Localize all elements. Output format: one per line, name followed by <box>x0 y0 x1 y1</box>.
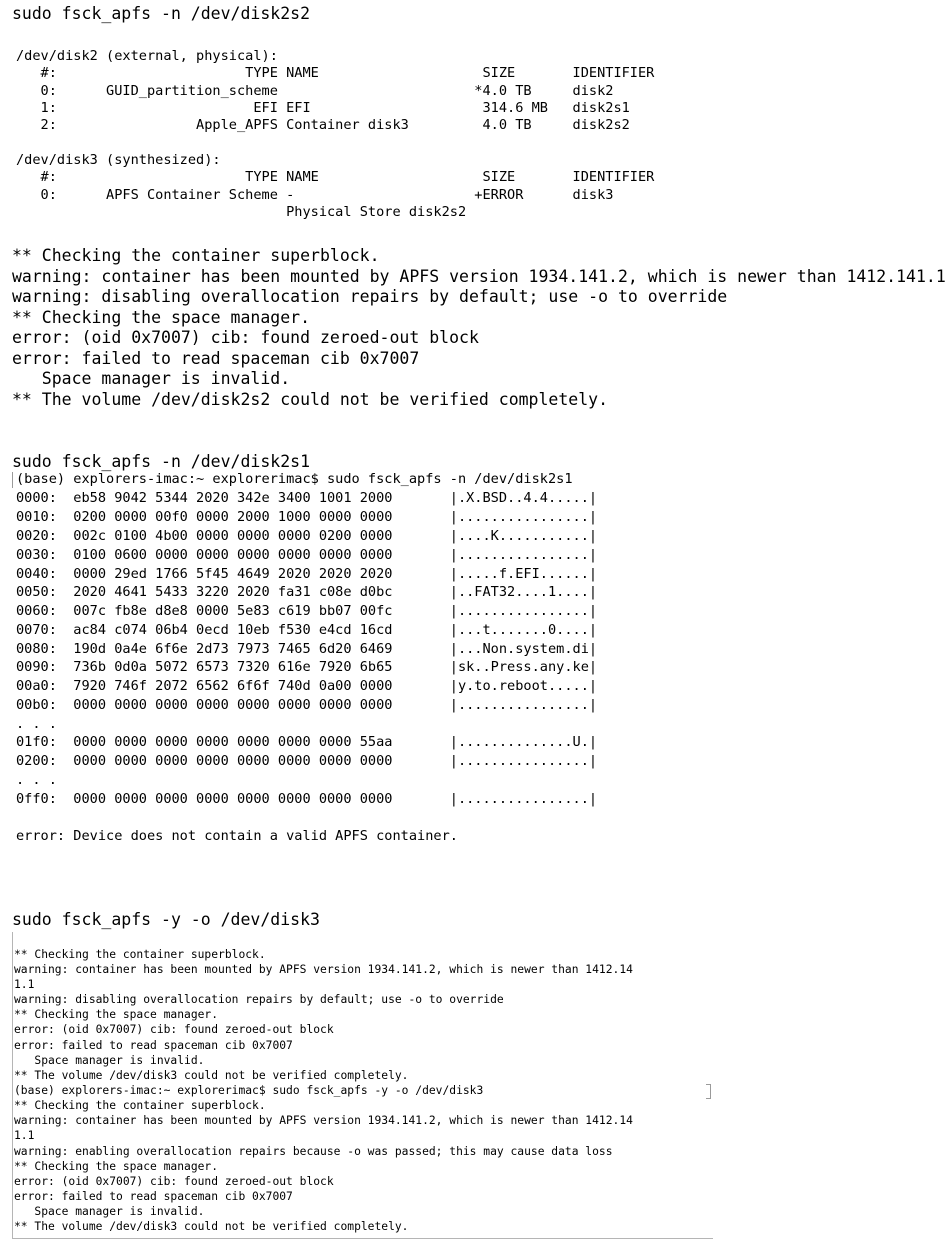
terminal-line: error: (oid 0x7007) cib: found zeroed-out block <box>14 1175 334 1188</box>
hexdump-line: 0080: 190d 0a4e 6f6e 2d73 7973 7465 6d20 6469 |...Non.system.di| <box>16 641 598 657</box>
hexdump-line: 0090: 736b 0d0a 5072 6573 7320 616e 7920 6b65 |sk..Press.any.ke| <box>16 659 598 675</box>
command-line-2: sudo fsck_apfs -n /dev/disk2s1 <box>12 452 311 471</box>
hexdump-line: 0030: 0100 0600 0000 0000 0000 0000 0000 0000 |................| <box>16 547 598 563</box>
output-line: error: (oid 0x7007) cib: found zeroed-out block <box>12 328 479 347</box>
disk3-row: Physical Store disk2s2 <box>16 204 467 220</box>
hexdump-line: 01f0: 0000 0000 0000 0000 0000 0000 0000 55aa |..............U.| <box>16 734 598 750</box>
hexdump-line: 0050: 2020 4641 5433 3220 2020 fa31 c08e d0bc |..FAT32....1....| <box>16 584 598 600</box>
terminal-line: Space manager is invalid. <box>14 1205 205 1218</box>
terminal-line: ** Checking the space manager. <box>14 1160 219 1173</box>
terminal-line: ** The volume /dev/disk3 could not be verified completely. <box>14 1220 409 1233</box>
disk3-row: 0: APFS Container Scheme - +ERROR disk3 <box>16 187 614 203</box>
output-line: Space manager is invalid. <box>12 369 291 388</box>
hexdump-ellipsis: . . . <box>16 772 57 788</box>
terminal-line: error: failed to read spaceman cib 0x7007 <box>14 1190 293 1203</box>
output-line: ** The volume /dev/disk2s2 could not be verified completely. <box>12 390 609 409</box>
hexdump-line: 0010: 0200 0000 00f0 0000 2000 1000 0000 0000 |................| <box>16 509 598 525</box>
hexdump-line: 0000: eb58 9042 5344 2020 342e 3400 1001 2000 |.X.BSD..4.4.....| <box>16 490 598 506</box>
terminal-line: 1.1 <box>14 978 35 991</box>
terminal-line: warning: container has been mounted by APFS version 1934.141.2, which is newer than 1412.14 <box>14 963 633 976</box>
scroll-indicator <box>706 1084 711 1099</box>
disk2-row: 2: Apple_APFS Container disk3 4.0 TB disk2s2 <box>16 117 630 133</box>
disk2-columns: #: TYPE NAME SIZE IDENTIFIER <box>16 65 655 81</box>
hexdump-line: 00b0: 0000 0000 0000 0000 0000 0000 0000 0000 |................| <box>16 697 598 713</box>
terminal-line: 1.1 <box>14 1129 35 1142</box>
terminal-line: ** Checking the space manager. <box>14 1008 219 1021</box>
disk2-row: 0: GUID_partition_scheme *4.0 TB disk2 <box>16 83 614 99</box>
terminal-line: error: failed to read spaceman cib 0x7007 <box>14 1039 293 1052</box>
prompt-line-2: (base) explorers-imac:~ explorerimac$ sudo fsck_apfs -n /dev/disk2s1 <box>16 471 573 487</box>
hexdump-line: 0020: 002c 0100 4b00 0000 0000 0000 0200 0000 |....K...........| <box>16 528 598 544</box>
output-line: ** Checking the space manager. <box>12 308 311 327</box>
terminal-line: ** Checking the container superblock. <box>14 948 266 961</box>
hexdump-line: 0ff0: 0000 0000 0000 0000 0000 0000 0000 0000 |................| <box>16 791 598 807</box>
output-line: warning: container has been mounted by APFS version 1934.141.2, which is newer than 1412.141.1 <box>12 267 946 286</box>
error-line: error: Device does not contain a valid APFS container. <box>16 828 458 844</box>
prompt-line-3: (base) explorers-imac:~ explorerimac$ sudo fsck_apfs -y -o /dev/disk3 <box>14 1084 484 1097</box>
terminal-line: ** Checking the container superblock. <box>14 1099 266 1112</box>
terminal-line: error: (oid 0x7007) cib: found zeroed-out block <box>14 1023 334 1036</box>
hexdump-ellipsis: . . . <box>16 716 57 732</box>
hexdump-line: 00a0: 7920 746f 2072 6562 6f6f 740d 0a00 0000 |y.to.reboot.....| <box>16 678 598 694</box>
disk2-row: 1: EFI EFI 314.6 MB disk2s1 <box>16 100 630 116</box>
hexdump-line: 0040: 0000 29ed 1766 5f45 4649 2020 2020 2020 |.....f.EFI......| <box>16 566 598 582</box>
terminal-line: warning: container has been mounted by APFS version 1934.141.2, which is newer than 1412.14 <box>14 1114 633 1127</box>
disk2-header: /dev/disk2 (external, physical): <box>16 48 278 64</box>
output-line: warning: disabling overallocation repairs by default; use -o to override <box>12 287 728 306</box>
disk3-columns: #: TYPE NAME SIZE IDENTIFIER <box>16 169 655 185</box>
screenshot-edge <box>12 472 13 488</box>
output-line: error: failed to read spaceman cib 0x7007 <box>12 349 420 368</box>
hexdump-line: 0200: 0000 0000 0000 0000 0000 0000 0000 0000 |................| <box>16 753 598 769</box>
command-line-1: sudo fsck_apfs -n /dev/disk2s2 <box>12 4 311 23</box>
hexdump-line: 0070: ac84 c074 06b4 0ecd 10eb f530 e4cd 16cd |...t.......0....| <box>16 622 598 638</box>
terminal-line: warning: disabling overallocation repairs by default; use -o to override <box>14 993 504 1006</box>
disk3-header: /dev/disk3 (synthesized): <box>16 152 221 168</box>
command-line-3: sudo fsck_apfs -y -o /dev/disk3 <box>12 910 320 929</box>
hexdump-line: 0060: 007c fb8e d8e8 0000 5e83 c619 bb07 00fc |................| <box>16 603 598 619</box>
terminal-line: Space manager is invalid. <box>14 1054 205 1067</box>
output-line: ** Checking the container superblock. <box>12 246 380 265</box>
terminal-line: warning: enabling overallocation repairs because -o was passed; this may cause data loss <box>14 1145 613 1158</box>
terminal-line: ** The volume /dev/disk3 could not be verified completely. <box>14 1069 409 1082</box>
